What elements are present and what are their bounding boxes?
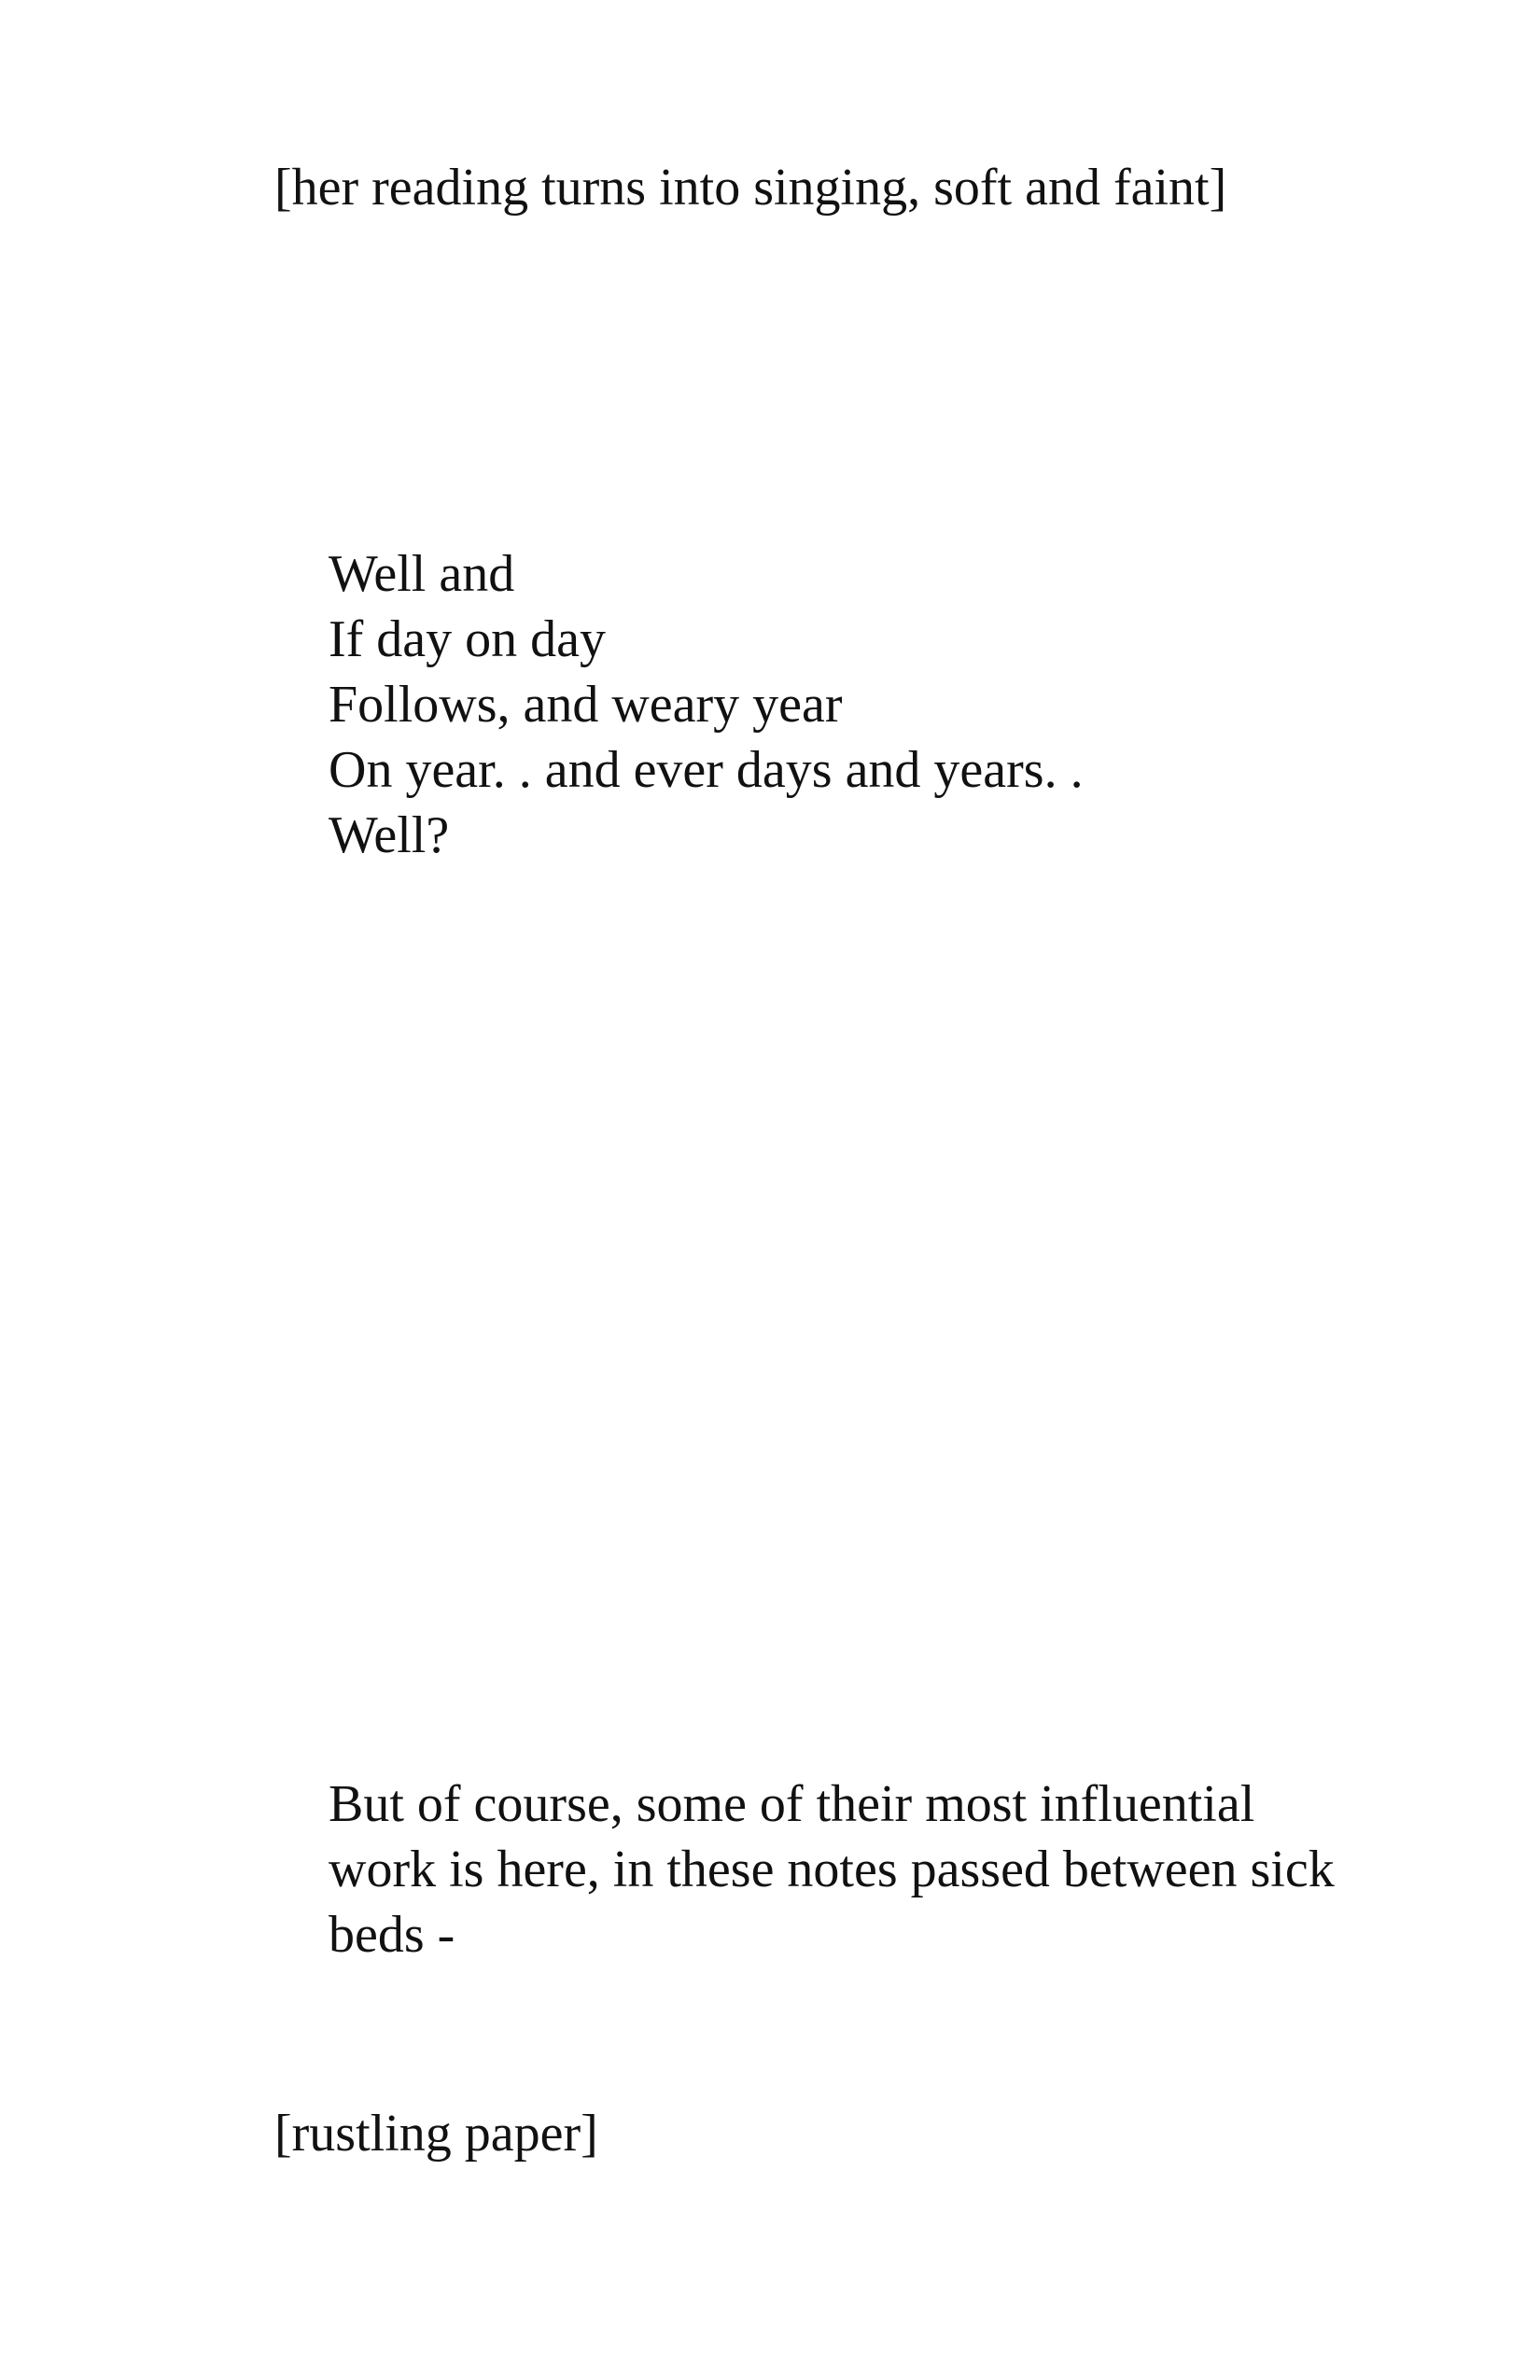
verse-line: Well?: [329, 806, 450, 864]
verse-line: If day on day: [329, 610, 607, 668]
prose-paragraph: [329, 1771, 1402, 1967]
prose-line: work is here, in these notes passed between sick: [329, 1841, 1335, 1898]
prose-line: beds -: [329, 1906, 455, 1964]
prose-line: But of course, some of their most influential: [329, 1775, 1255, 1833]
verse-line: On year. . and ever days and years. .: [329, 741, 1084, 799]
stage-direction-bottom: [rustling paper]: [274, 2105, 598, 2163]
stage-direction-top: [her reading turns into singing, soft and faint]: [274, 159, 1227, 217]
verse-line: Follows, and weary year: [329, 676, 843, 734]
verse-block: [329, 541, 1084, 868]
verse-line: Well and: [329, 545, 515, 603]
